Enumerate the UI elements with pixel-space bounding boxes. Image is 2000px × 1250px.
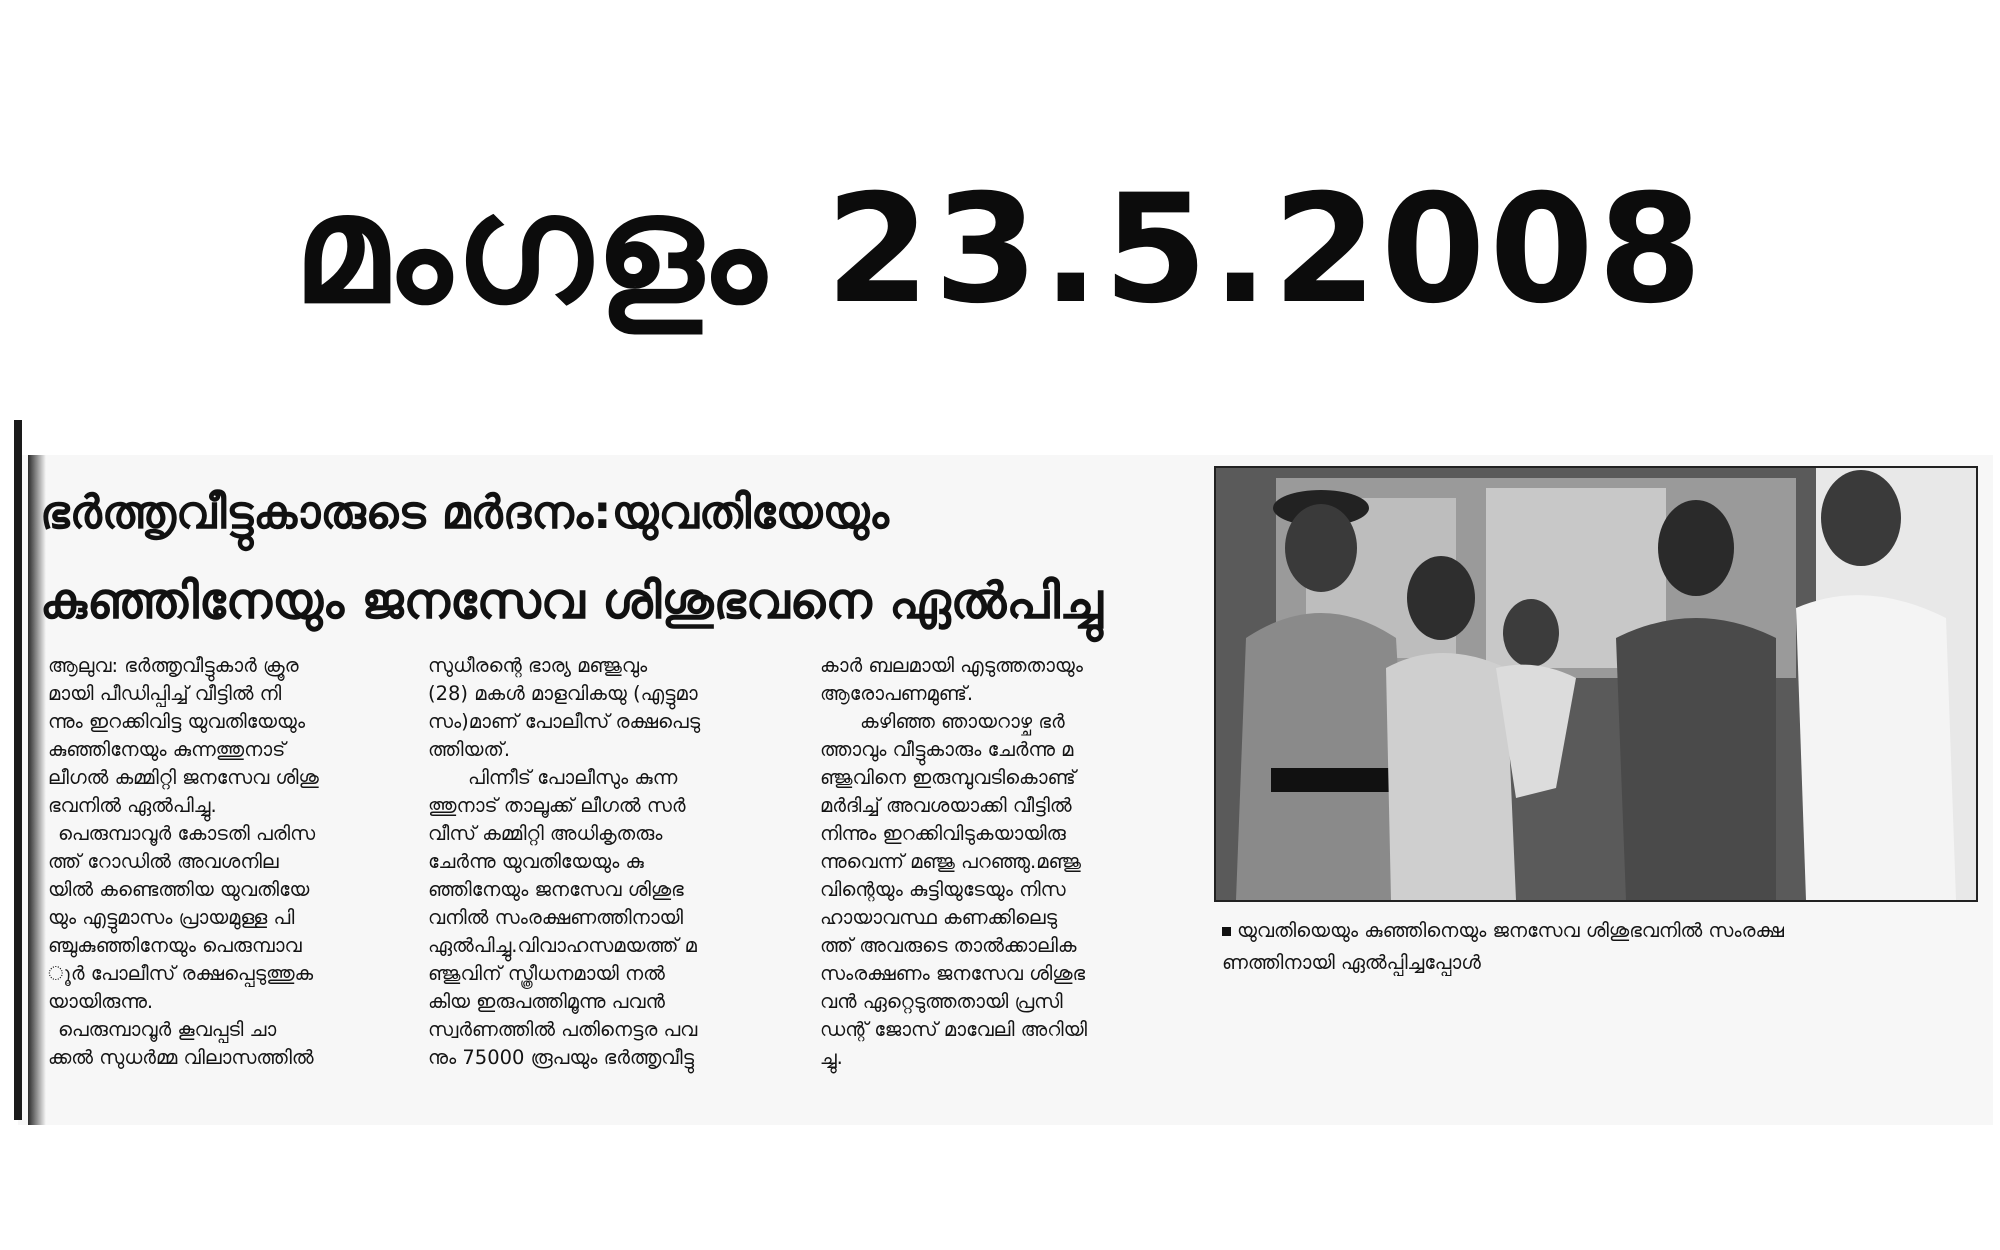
column-line: സ്വർണത്തിൽ പതിനെട്ടര പവ xyxy=(428,1018,698,1041)
column-line: ഭവനിൽ ഏൽപിച്ചു. xyxy=(48,794,217,817)
column-line: കിയ ഇരുപത്തിമൂന്നു പവൻ xyxy=(428,990,665,1013)
news-photo xyxy=(1214,466,1978,902)
clipping-edge-gradient xyxy=(28,455,46,1125)
column-line: മർദിച്ച് അവശയാക്കി വീട്ടിൽ xyxy=(820,794,1072,817)
column-line: ഞ്ജുവിനെ ഇരുമ്പുവടികൊണ്ട് xyxy=(820,766,1076,789)
column-line: ത്തിയത്. xyxy=(428,738,511,761)
photo-caption xyxy=(1222,915,1972,979)
column-line: വനിൽ സംരക്ഷണത്തിനായി xyxy=(428,906,683,929)
column-line: ന്നുവെന്ന് മഞ്ജു പറഞ്ഞു.മഞ്ജു xyxy=(820,850,1081,873)
column-line: വിന്റെയും കുട്ടിയുടേയും നിസ xyxy=(820,878,1066,901)
column-line: വൻ ഏറ്റെടുത്തതായി പ്രസി xyxy=(820,990,1063,1013)
column-line: ക്കൽ സുധർമ്മ വിലാസത്തിൽ xyxy=(48,1046,314,1069)
column-line: ൂർ പോലീസ് രക്ഷപ്പെടുത്തുക xyxy=(48,962,314,985)
column-line: കാർ ബലമായി എടുത്തതായും xyxy=(820,654,1083,677)
column-line: പെരുമ്പാവൂർ കൂവപ്പടി ചാ xyxy=(58,1018,277,1041)
column-line: ച്ചു. xyxy=(820,1046,843,1069)
column-line: മായി പീഡിപ്പിച്ച് വീട്ടിൽ നി xyxy=(48,682,282,705)
article-column-1 xyxy=(48,652,388,1072)
column-line: പെരുമ്പാവൂർ കോടതി പരിസ xyxy=(58,822,316,845)
clipping-edge-shadow xyxy=(14,420,22,1120)
article-column-2 xyxy=(428,652,808,1072)
column-line: യും എട്ടുമാസം പ്രായമുള്ള പി xyxy=(48,906,295,929)
column-line: ഡന്റ് ജോസ് മാവേലി അറിയി xyxy=(820,1018,1087,1041)
column-line: ഏൽപിച്ചു.വിവാഹസമയത്ത് മ xyxy=(428,934,697,957)
column-line: നിന്നും ഇറക്കിവിടുകയായിരു xyxy=(820,822,1066,845)
photo-illustration xyxy=(1216,468,1976,900)
column-line: ത്താവും വീട്ടുകാരും ചേർന്നു മ xyxy=(820,738,1074,761)
column-line: ചേർന്നു യുവതിയേയും കു xyxy=(428,850,644,873)
column-line: ആരോപണമുണ്ട്. xyxy=(820,682,974,705)
masthead-title: മംഗളം 23.5.2008 xyxy=(293,163,1707,337)
caption-bullet-icon xyxy=(1222,927,1231,936)
column-line: ആലുവ: ഭർത്തൃവീട്ടുകാർ ക്രൂര xyxy=(48,654,299,677)
column-line: ഞ്ജുവിന് സ്ത്രീധനമായി നൽ xyxy=(428,962,665,985)
column-line: സംരക്ഷണം ജനസേവ ശിശുഭ xyxy=(820,962,1086,985)
column-line: (28) മകൾ മാളവികയു (എട്ടുമാ xyxy=(428,682,698,705)
article-column-3 xyxy=(820,652,1200,1072)
column-line: യായിരുന്നു. xyxy=(48,990,154,1013)
column-line: ത്ത് അവരുടെ താൽക്കാലിക xyxy=(820,934,1077,957)
column-line: ത്തുനാട് താലൂക്ക് ലീഗൽ സർ xyxy=(428,794,686,817)
column-line: ഞ്ഞിനേയും ജനസേവ ശിശുഭ xyxy=(428,878,684,901)
column-line: പിന്നീട് പോലീസും കുന്ന xyxy=(468,766,678,789)
column-line: ത്ത് റോഡിൽ അവശനില xyxy=(48,850,279,873)
column-line: ഹായാവസ്ഥ കണക്കിലെടു xyxy=(820,906,1058,929)
column-line: നും 75000 രൂപയും ഭർത്തൃവീട്ടു xyxy=(428,1046,695,1069)
column-line: ലീഗൽ കമ്മിറ്റി ജനസേവ ശിശു xyxy=(48,766,319,789)
column-line: വീസ് കമ്മിറ്റി അധികൃതരും xyxy=(428,822,663,845)
column-line: യിൽ കണ്ടെത്തിയ യുവതിയേ xyxy=(48,878,310,901)
column-line: ന്നും ഇറക്കിവിട്ട യുവതിയേയും xyxy=(48,710,306,733)
caption-line-2: ണത്തിനായി ഏൽപ്പിച്ചപ്പോൾ xyxy=(1222,951,1481,974)
column-line: ഞ്ചുകുഞ്ഞിനേയും പെരുമ്പാവ xyxy=(48,934,302,957)
caption-line-1: യുവതിയെയും കുഞ്ഞിനെയും ജനസേവ ശിശുഭവനിൽ സംരക്ഷ xyxy=(1237,919,1785,942)
column-line: കഴിഞ്ഞ ഞായറാഴ്ച ഭർ xyxy=(860,710,1065,733)
headline-line-2: കുഞ്ഞിനേയും ജനസേവ ശിശുഭവനെ ഏൽപിച്ചു xyxy=(40,572,1103,630)
column-line: സം)മാണ് പോലീസ് രക്ഷപെടു xyxy=(428,710,701,733)
column-line: സുധീരന്റെ ഭാര്യ മഞ്ജുവും xyxy=(428,654,648,677)
headline-line-1: ഭർത്തൃവീട്ടുകാരുടെ മർദനം:യുവതിയേയും xyxy=(40,485,889,539)
column-line: കുഞ്ഞിനേയും കുന്നത്തുനാട് xyxy=(48,738,286,761)
